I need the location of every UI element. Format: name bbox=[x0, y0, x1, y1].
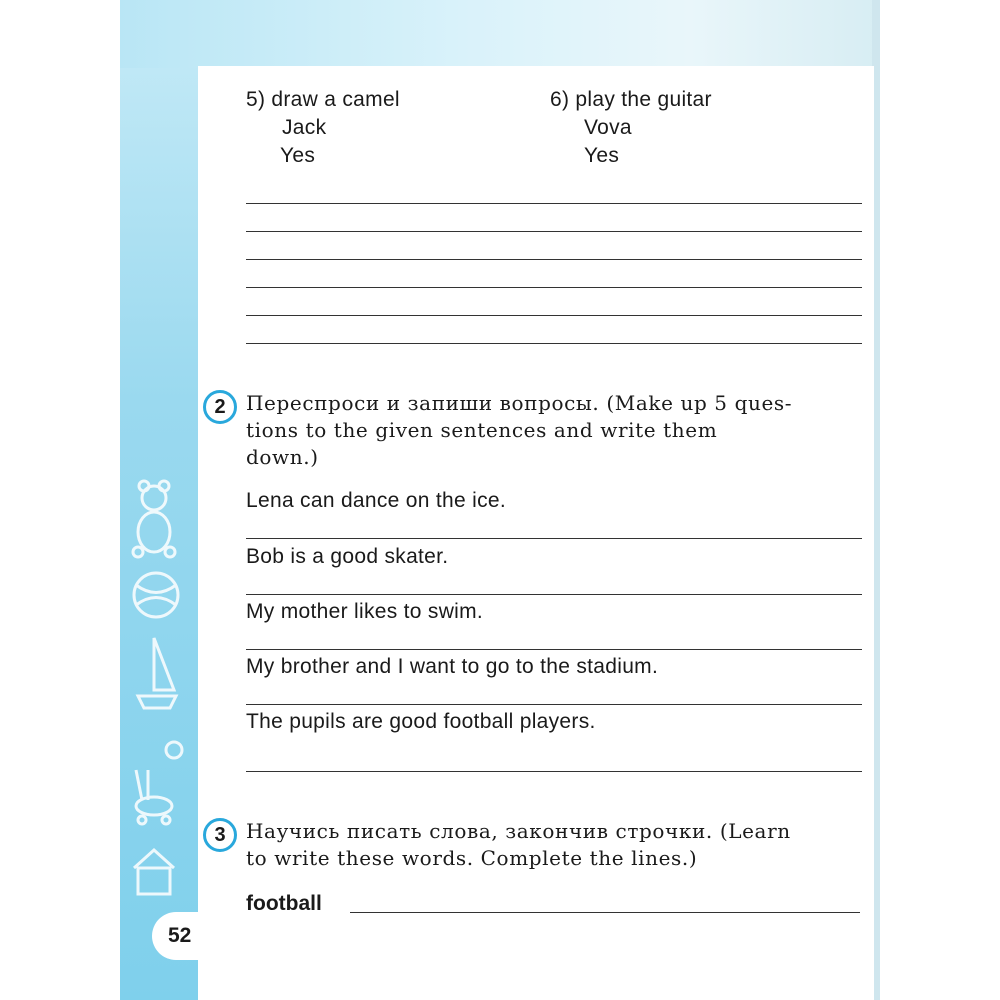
task-3-number-badge: 3 bbox=[203, 818, 237, 852]
answer-line-1[interactable] bbox=[246, 538, 862, 539]
writing-line[interactable] bbox=[246, 259, 862, 260]
task-2-number-badge: 2 bbox=[203, 390, 237, 424]
answer-line-5[interactable] bbox=[246, 771, 862, 772]
answer-line-4[interactable] bbox=[246, 704, 862, 705]
writing-line[interactable] bbox=[246, 287, 862, 288]
page-number: 52 bbox=[152, 912, 212, 960]
task-2-instruction-line: Переспроси и запиши вопросы. (Make up 5 ques- bbox=[246, 391, 793, 415]
given-sentence-4: My brother and I want to go to the stadium. bbox=[246, 655, 659, 678]
item-6-name: Vova bbox=[584, 116, 632, 139]
given-sentence-2: Bob is a good skater. bbox=[246, 545, 449, 568]
task-3-instruction-line: to write these words. Complete the lines.) bbox=[246, 846, 698, 870]
writing-line[interactable] bbox=[246, 315, 862, 316]
task-3-instruction bbox=[246, 818, 862, 872]
task-3-instruction-line: Научись писать слова, закончив строчки. (Learn bbox=[246, 819, 791, 843]
writing-line[interactable] bbox=[246, 203, 862, 204]
item-5-name: Jack bbox=[282, 116, 327, 139]
item-6-answer: Yes bbox=[584, 144, 620, 167]
decorative-toy-icons bbox=[124, 470, 196, 910]
ball-icon bbox=[134, 573, 178, 617]
top-color-band bbox=[120, 0, 880, 68]
toy-rabbit-icon bbox=[136, 770, 172, 824]
given-sentence-5: The pupils are good football players. bbox=[246, 710, 596, 733]
task-2-instruction bbox=[246, 390, 862, 471]
task-2-instruction-line: down.) bbox=[246, 445, 319, 469]
practice-word: football bbox=[246, 892, 322, 915]
given-sentence-3: My mother likes to swim. bbox=[246, 600, 484, 623]
item-5-prompt: 5) draw a camel bbox=[246, 88, 400, 111]
sailboat-icon bbox=[138, 638, 176, 708]
small-ball-icon bbox=[166, 742, 182, 758]
practice-word-line[interactable] bbox=[350, 912, 860, 913]
given-sentence-1: Lena can dance on the ice. bbox=[246, 489, 506, 512]
task-2-instruction-line: tions to the given sentences and write them bbox=[246, 418, 718, 442]
answer-line-2[interactable] bbox=[246, 594, 862, 595]
writing-line[interactable] bbox=[246, 343, 862, 344]
house-icon bbox=[134, 850, 174, 894]
teddy-bear-icon bbox=[133, 481, 175, 557]
item-5-answer: Yes bbox=[280, 144, 316, 167]
answer-line-3[interactable] bbox=[246, 649, 862, 650]
writing-line[interactable] bbox=[246, 231, 862, 232]
item-6-prompt: 6) play the guitar bbox=[550, 88, 712, 111]
